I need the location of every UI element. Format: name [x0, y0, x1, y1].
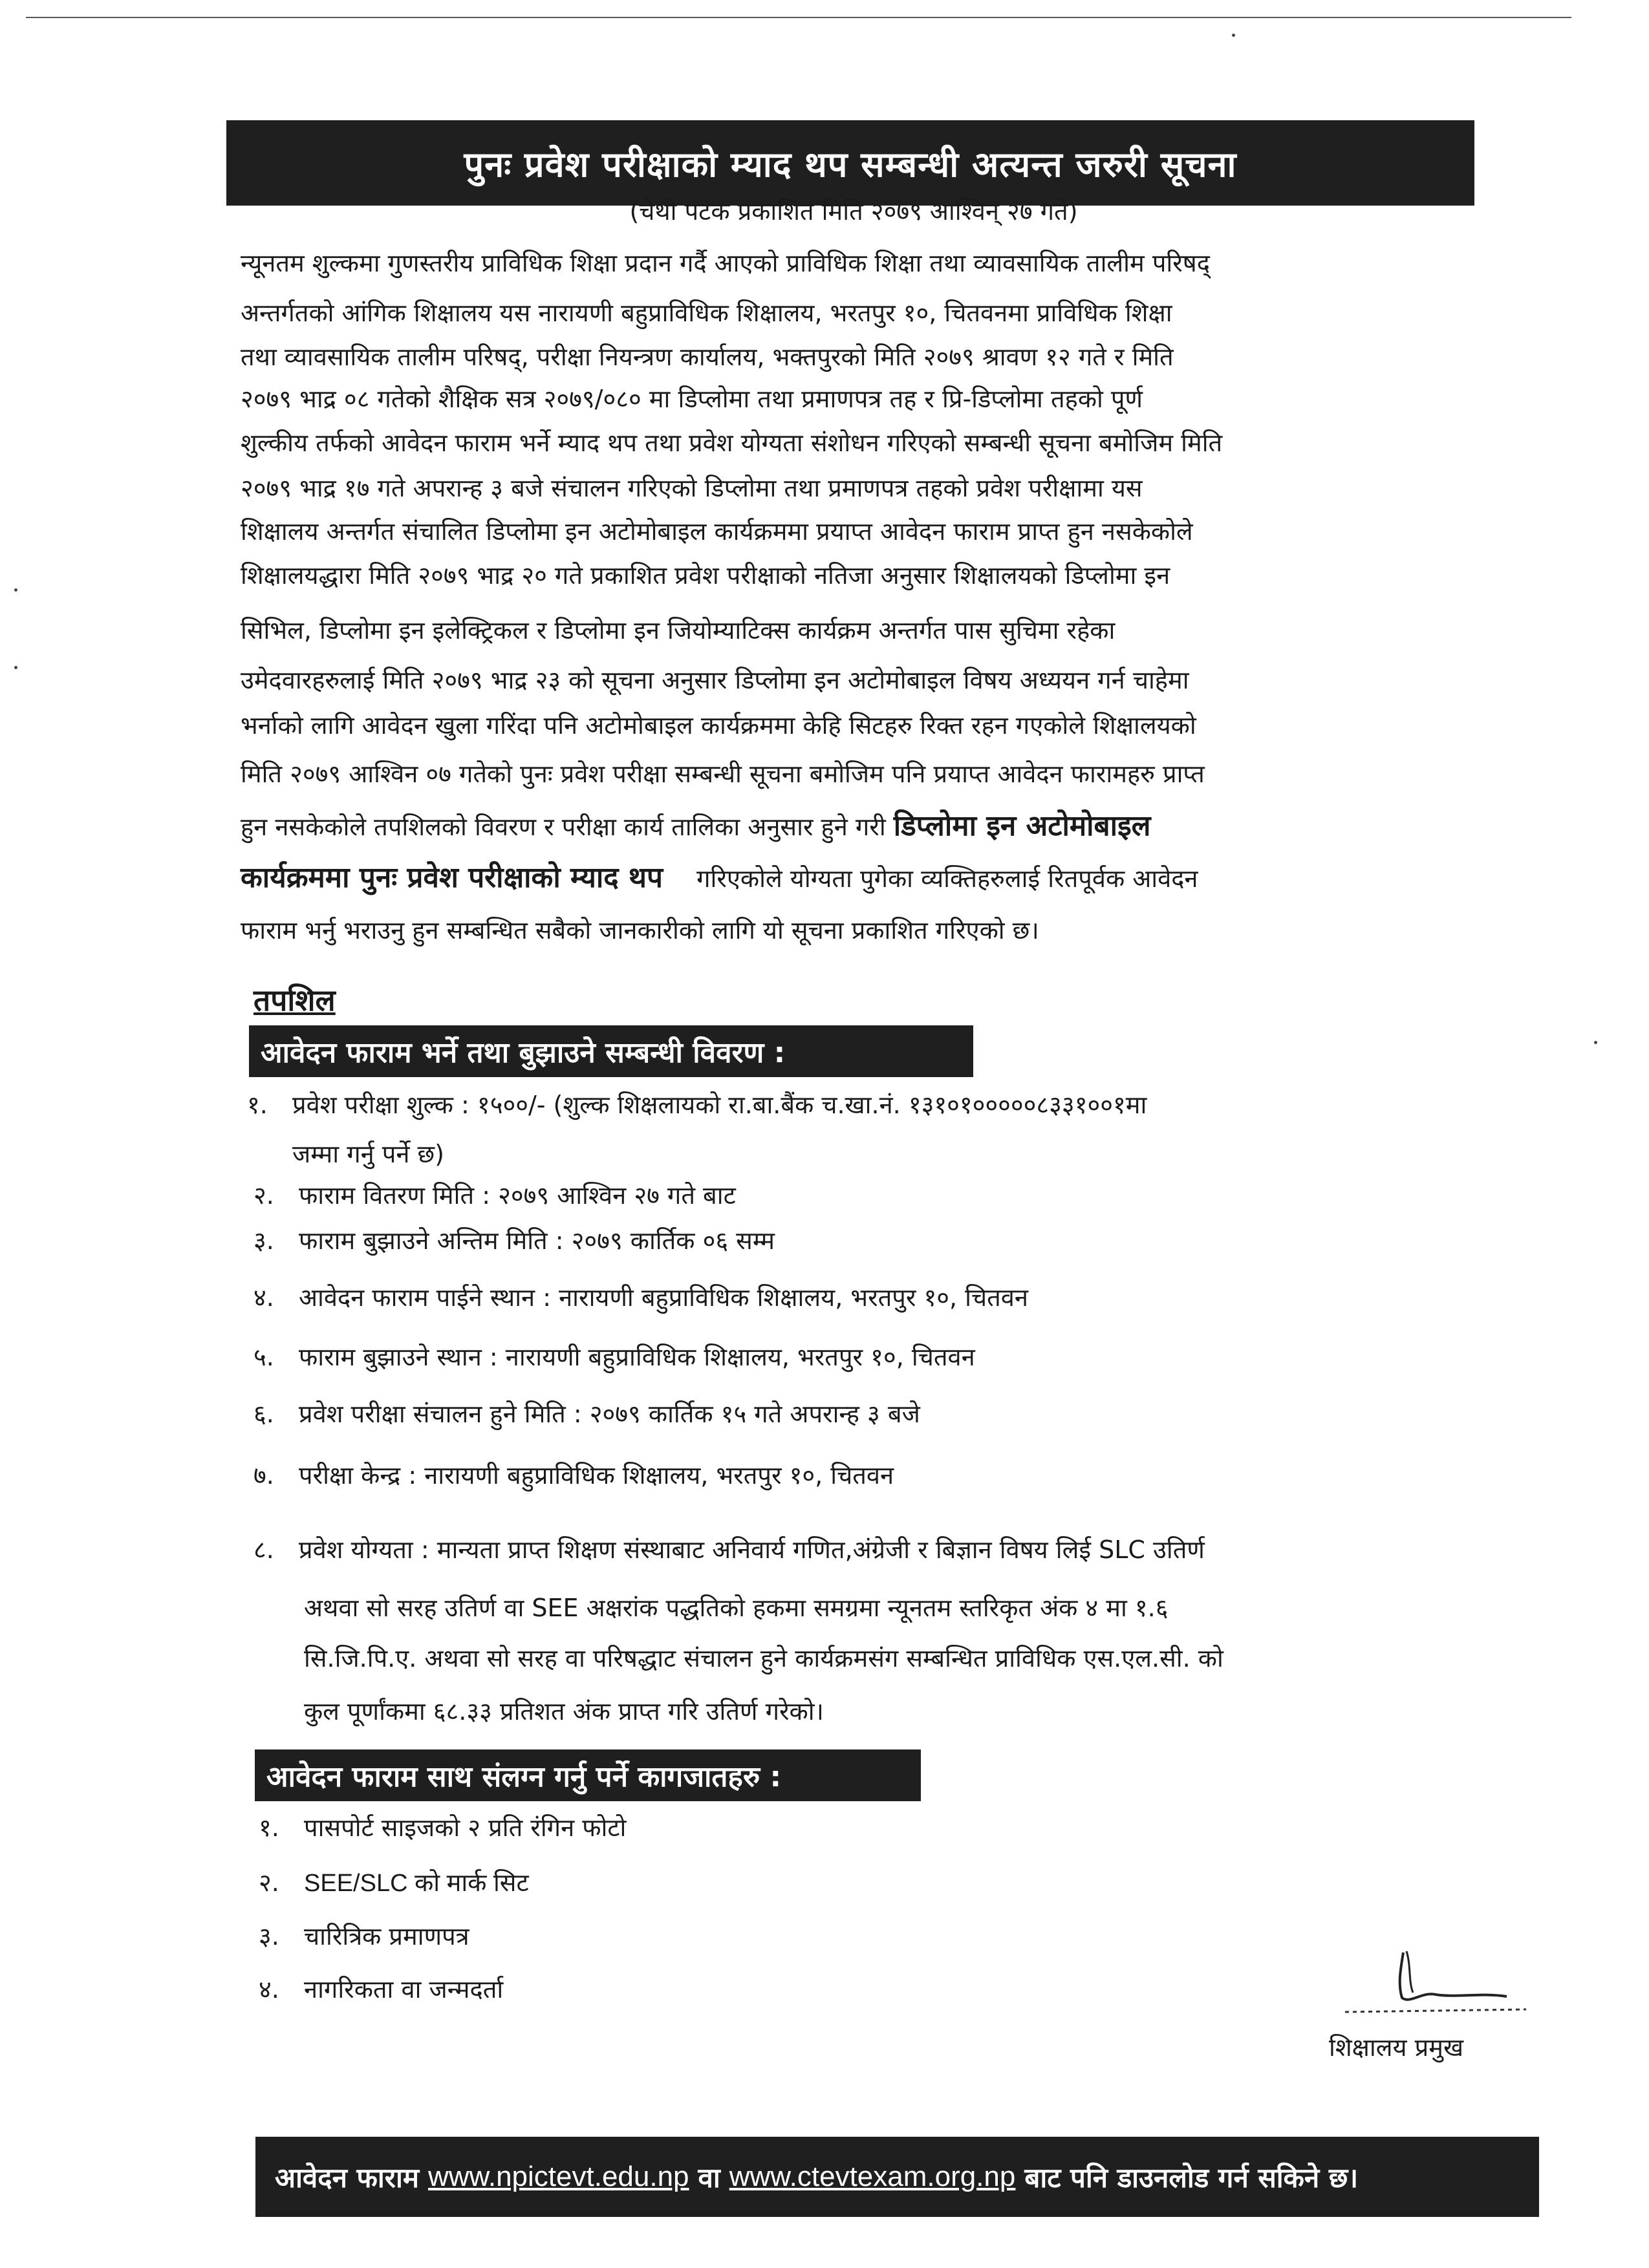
- list-item: [253, 1280, 1028, 1314]
- item-number: २.: [259, 1868, 279, 1897]
- body-text: गरिएकोले योग्यता पुगेका व्यक्तिहरुलाई रितपूर्वक आवेदन: [696, 864, 1198, 893]
- list-item: [253, 1223, 775, 1257]
- footer-link-npictevt[interactable]: www.npictevt.edu.np: [427, 2161, 689, 2192]
- item-text: प्रवेश योग्यता : मान्यता प्राप्त शिक्षण संस्थाबाट अनिवार्य गणित,अंग्रेजी र बिज्ञान विषय लिई SLC उतिर्ण: [299, 1535, 1205, 1564]
- tapashil-heading: तपशिल: [253, 983, 336, 1018]
- item-text: प्रवेश परीक्षा शुल्क : १५००/- (शुल्क शिक्षलायको रा.बा.बैंक च.खा.नं. १३१०१०००००८३३१००१मा: [292, 1091, 1147, 1119]
- footer-prefix: आवेदन फाराम: [275, 2161, 419, 2194]
- scan-speck: [1594, 1041, 1597, 1044]
- item-text: फाराम वितरण मिति : २०७९ आश्विन २७ गते बाट: [299, 1181, 736, 1210]
- list-item-continuation: जम्मा गर्नु पर्ने छ): [292, 1140, 444, 1168]
- body-line: २०७९ भाद्र ०८ गतेको शैक्षिक सत्र २०७९/०८० मा डिप्लोमा तथा प्रमाणपत्र तह र प्रि-डिप्लोमा तहको पूर्ण: [241, 385, 1143, 413]
- body-line: मिति २०७९ आश्विन ०७ गतेको पुनः प्रवेश परीक्षा सम्बन्धी सूचना बमोजिम पनि प्रयाप्त आवेदन फारामहरु प्राप्त: [241, 760, 1205, 788]
- body-line-mixed: [241, 805, 1151, 844]
- body-line: तथा व्यावसायिक तालीम परिषद्, परीक्षा नियन्त्रण कार्यालय, भक्तपुरको मिति २०७९ श्रावण १२ गते र मिति: [241, 343, 1174, 371]
- item-text: प्रवेश परीक्षा संचालन हुने मिति : २०७९ कार्तिक १५ गते अपरान्ह ३ बजे: [299, 1400, 920, 1428]
- footer-banner: [255, 2137, 1539, 2217]
- item-number: ८.: [253, 1535, 274, 1564]
- body-line: शिक्षालय अन्तर्गत संचालित डिप्लोमा इन अटोमोबाइल कार्यक्रममा प्रयाप्त आवेदन फाराम प्राप्त हुन नसकेकोले: [241, 517, 1193, 546]
- item-text: परीक्षा केन्द्र : नारायणी बहुप्राविधिक शिक्षालय, भरतपुर १०, चितवन: [299, 1461, 894, 1490]
- body-line: २०७९ भाद्र १७ गते अपरान्ह ३ बजे संचालन गरिएको डिप्लोमा तथा प्रमाणपत्र तहको प्रवेश परीक्षामा यस: [241, 474, 1143, 502]
- body-line: शुल्कीय तर्फको आवेदन फाराम भर्ने म्याद थप तथा प्रवेश योग्यता संशोधन गरिएको सम्बन्धी सूचना बमोजिम मिति: [241, 429, 1223, 457]
- body-line: शिक्षालयद्धारा मिति २०७९ भाद्र २० गते प्रकाशित प्रवेश परीक्षाको नतिजा अनुसार शिक्षालयको डिप्लोमा इन: [241, 561, 1170, 590]
- list-item: [253, 1458, 894, 1492]
- body-line: सिभिल, डिप्लोमा इन इलेक्ट्रिकल र डिप्लोमा इन जियोम्याटिक्स कार्यक्रम अन्तर्गत पास सुचिमा रहेका: [241, 616, 1116, 645]
- item-number: २.: [253, 1181, 274, 1210]
- list-item: [253, 1178, 736, 1212]
- item-number: ७.: [253, 1461, 274, 1490]
- item-text: फाराम बुझाउने स्थान : नारायणी बहुप्राविधिक शिक्षालय, भरतपुर १०, चितवन: [299, 1343, 975, 1371]
- item-text: नागरिकता वा जन्मदर्ता: [304, 1975, 504, 2004]
- list-item: [259, 1919, 469, 1952]
- list-item: [259, 1810, 626, 1844]
- body-line: फाराम भर्नु भराउनु हुन सम्बन्धित सबैको जानकारीको लागि यो सूचना प्रकाशित गरिएको छ।: [241, 916, 1039, 945]
- footer-middle: वा: [698, 2161, 720, 2194]
- list-item: [259, 1972, 503, 2006]
- list-item: [253, 1340, 975, 1373]
- item-number: ३.: [259, 1922, 279, 1951]
- body-line: उमेदवारहरुलाई मिति २०७९ भाद्र २३ को सूचना अनुसार डिप्लोमा इन अटोमोबाइल विषय अध्ययन गर्न चाहेमा: [241, 666, 1189, 694]
- notice-title: पुनः प्रवेश परीक्षाको म्याद थप सम्बन्धी अत्यन्त जरुरी सूचना: [226, 120, 1474, 206]
- item-number: १.: [247, 1091, 268, 1119]
- item-number: १.: [259, 1813, 279, 1842]
- section-heading-application: आवेदन फाराम भर्ने तथा बुझाउने सम्बन्धी विवरण :: [249, 1025, 973, 1077]
- footer-link-ctevtexam[interactable]: www.ctevtexam.org.np: [729, 2161, 1016, 2192]
- signature-label: शिक्षालय प्रमुख: [1329, 2033, 1464, 2062]
- body-line: न्यूनतम शुल्कमा गुणस्तरीय प्राविधिक शिक्षा प्रदान गर्दै आएको प्राविधिक शिक्षा तथा व्यावसायिक तालीम परिषद्: [241, 249, 1210, 277]
- signature: [1339, 1933, 1533, 2017]
- scan-speck: [1232, 34, 1235, 37]
- list-item-continuation: कुल पूर्णांकमा ६८.३३ प्रतिशत अंक प्राप्त गरि उतिर्ण गरेको।: [304, 1697, 824, 1726]
- list-item: [253, 1532, 1205, 1566]
- list-item-continuation: अथवा सो सरह उतिर्ण वा SEE अक्षरांक पद्धतिको हकमा समग्रमा न्यूनतम स्तरिकृत अंक ४ मा १.६: [304, 1594, 1169, 1622]
- scan-speck: [14, 666, 17, 669]
- footer-suffix: बाट पनि डाउनलोड गर्न सकिने छ।: [1024, 2161, 1359, 2194]
- list-item-continuation: सि.जि.पि.ए. अथवा सो सरह वा परिषद्धाट संचालन हुने कार्यक्रमसंग सम्बन्धित प्राविधिक एस.एल.सी. को: [304, 1644, 1223, 1673]
- body-emphasis: डिप्लोमा इन अटोमोबाइल: [893, 809, 1151, 842]
- body-line: भर्नाको लागि आवेदन खुला गरिंदा पनि अटोमोबाइल कार्यक्रममा केहि सिटहरु रिक्त रहन गएकोले शिक्षालयको: [241, 711, 1196, 740]
- list-item: [247, 1087, 1147, 1121]
- body-emphasis: कार्यक्रममा पुनः प्रवेश परीक्षाको म्याद थप: [241, 861, 663, 894]
- item-text: पासपोर्ट साइजको २ प्रति रंगिन फोटो: [304, 1813, 627, 1842]
- top-rule: [26, 17, 1571, 18]
- notice-subtitle: (चैथो पटक प्रकाशित मिति २०७९ आश्विन् २७ गते): [629, 197, 1078, 226]
- body-line: अन्तर्गतको आंगिक शिक्षालय यस नारायणी बहुप्राविधिक शिक्षालय, भरतपुर १०, चितवनमा प्राविधिक शिक्षा: [241, 299, 1172, 327]
- scan-speck: [14, 588, 17, 592]
- item-text: फाराम बुझाउने अन्तिम मिति : २०७९ कार्तिक ०६ सम्म: [299, 1226, 775, 1255]
- list-item: [259, 1865, 529, 1899]
- body-text: हुन नसकेकोले तपशिलको विवरण र परीक्षा कार्य तालिका अनुसार हुने गरी: [241, 813, 886, 841]
- item-number: ६.: [253, 1400, 274, 1428]
- item-number: ५.: [253, 1343, 274, 1371]
- item-text: चारित्रिक प्रमाणपत्र: [304, 1922, 469, 1951]
- section-heading-documents: आवेदन फाराम साथ संलग्न गर्नु पर्ने कागजातहरु :: [255, 1749, 921, 1801]
- item-number: ३.: [253, 1226, 274, 1255]
- list-item: [253, 1396, 920, 1430]
- item-text: आवेदन फाराम पाईने स्थान : नारायणी बहुप्राविधिक शिक्षालय, भरतपुर १०, चितवन: [299, 1283, 1029, 1312]
- item-text: SEE/SLC को मार्क सिट: [304, 1870, 529, 1897]
- item-number: ४.: [253, 1283, 274, 1312]
- body-line-mixed: [241, 857, 1198, 895]
- item-number: ४.: [259, 1975, 279, 2004]
